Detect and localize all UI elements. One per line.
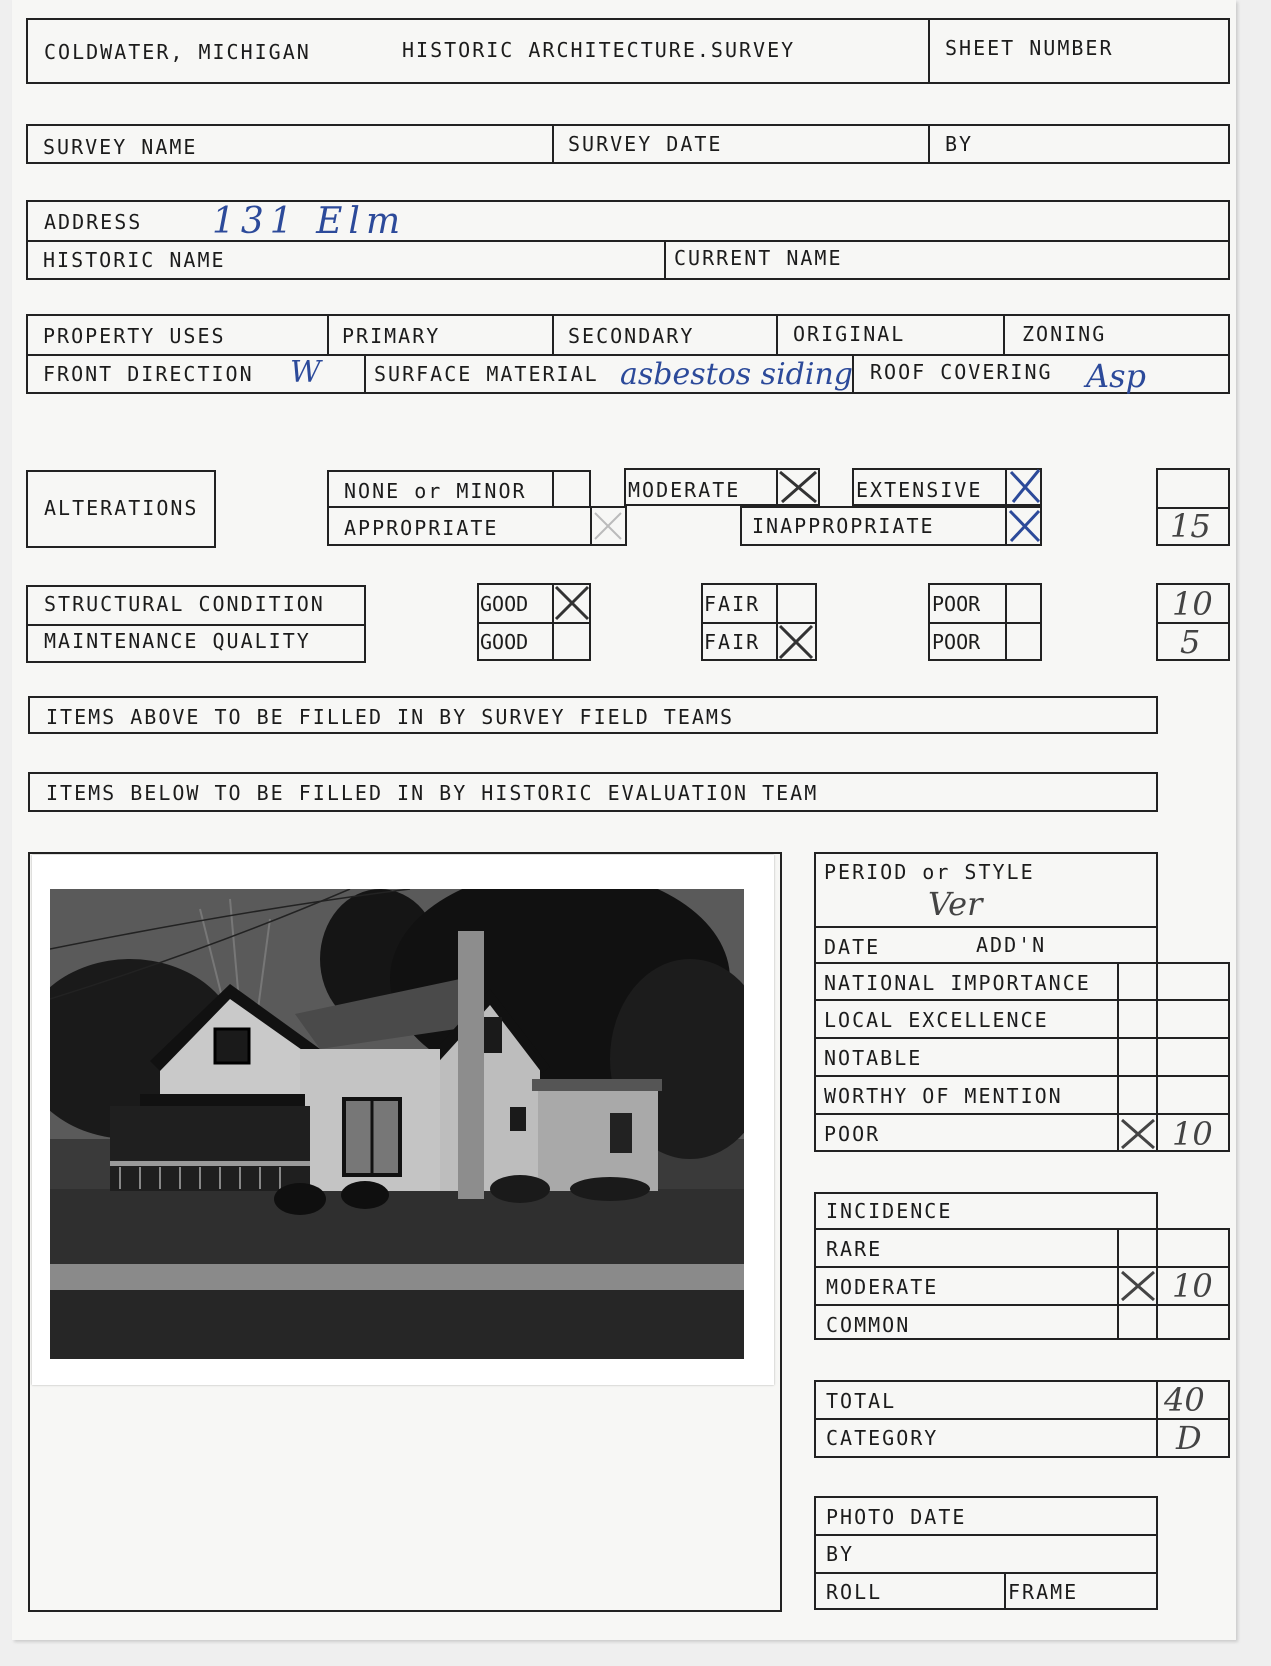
extensive-x-mark [1005,466,1045,508]
original-label: ORIGINAL [793,322,906,346]
category-value: D [1176,1419,1202,1457]
common-label: COMMON [826,1313,911,1337]
national-importance-label: NATIONAL IMPORTANCE [824,971,1091,995]
worthy-of-mention-label: WORTHY OF MENTION [824,1084,1063,1108]
poor-label-1: POOR [932,592,981,616]
structural-condition-label: STRUCTURAL CONDITION [44,592,325,616]
fair-maintenance-x-mark [776,622,816,662]
house-photo [50,889,744,1359]
appropriate-x-mark [590,508,626,544]
notable-label: NOTABLE [824,1046,923,1070]
poor-eval-label: POOR [824,1122,881,1146]
alterations-label: ALTERATIONS [44,496,199,520]
total-value: 40 [1164,1381,1205,1419]
moderate-x-mark [776,468,820,506]
roll-label: ROLL [826,1580,883,1604]
alterations-score: 15 [1170,507,1211,545]
surface-material-label: SURFACE MATERIAL [374,362,599,386]
primary-label: PRIMARY [342,324,441,348]
secondary-label: SECONDARY [568,324,695,348]
rare-label: RARE [826,1237,883,1261]
inappropriate-x-mark [1005,506,1045,546]
fair-label-1: FAIR [704,592,761,616]
address-value: 131 Elm [212,201,407,242]
incidence-label: INCIDENCE [826,1199,953,1223]
poor-eval-score: 10 [1172,1115,1213,1153]
roof-covering-value: Asp [1086,357,1147,395]
good-label-2: GOOD [480,630,529,654]
total-label: TOTAL [826,1389,897,1413]
period-style-label: PERIOD or STYLE [824,860,1035,884]
moderate-incidence-label: MODERATE [826,1275,939,1299]
period-style-value: Ver [928,885,983,923]
fair-label-2: FAIR [704,630,761,654]
property-uses-label: PROPERTY USES [43,324,226,348]
maintenance-score: 5 [1180,623,1201,661]
frame-label: FRAME [1008,1580,1079,1604]
maintenance-quality-label: MAINTENANCE QUALITY [44,629,311,653]
appropriate-label: APPROPRIATE [344,516,499,540]
photo-by-label: BY [826,1542,855,1566]
poor-eval-x-mark [1118,1116,1158,1152]
front-direction-label: FRONT DIRECTION [43,362,254,386]
surface-material-value: asbestos siding [620,357,853,392]
survey-name-label: SURVEY NAME [43,135,198,159]
none-minor-label: NONE or MINOR [344,479,527,503]
survey-date-label: SURVEY DATE [568,132,723,156]
survey-title: HISTORIC ARCHITECTURE.SURVEY [402,38,796,62]
photo-date-label: PHOTO DATE [826,1505,967,1529]
good-label-1: GOOD [480,592,529,616]
good-structural-x-mark [552,583,592,623]
historic-name-label: HISTORIC NAME [43,248,226,272]
addn-label: ADD'N [976,933,1047,957]
inappropriate-label: INAPPROPRIATE [752,514,935,538]
current-name-label: CURRENT NAME [674,246,843,270]
address-label: ADDRESS [44,210,143,234]
extensive-label: EXTENSIVE [856,478,983,502]
items-above-note: ITEMS ABOVE TO BE FILLED IN BY SURVEY FIELD TEAMS [46,705,735,729]
city-label: COLDWATER, MICHIGAN [44,40,311,64]
moderate-incidence-score: 10 [1172,1267,1213,1305]
date-label: DATE [824,935,881,959]
category-label: CATEGORY [826,1426,939,1450]
local-excellence-label: LOCAL EXCELLENCE [824,1008,1049,1032]
roof-covering-label: ROOF COVERING [870,360,1053,384]
survey-by-label: BY [945,132,974,156]
poor-label-2: POOR [932,630,981,654]
zoning-label: ZONING [1022,322,1107,346]
front-direction-value: W [290,355,321,390]
moderate-incidence-x-mark [1118,1268,1158,1304]
sheet-number-label: SHEET NUMBER [945,36,1114,60]
structural-score: 10 [1172,585,1213,623]
moderate-label: MODERATE [628,478,741,502]
items-below-note: ITEMS BELOW TO BE FILLED IN BY HISTORIC EVALUATION TEAM [46,781,819,805]
